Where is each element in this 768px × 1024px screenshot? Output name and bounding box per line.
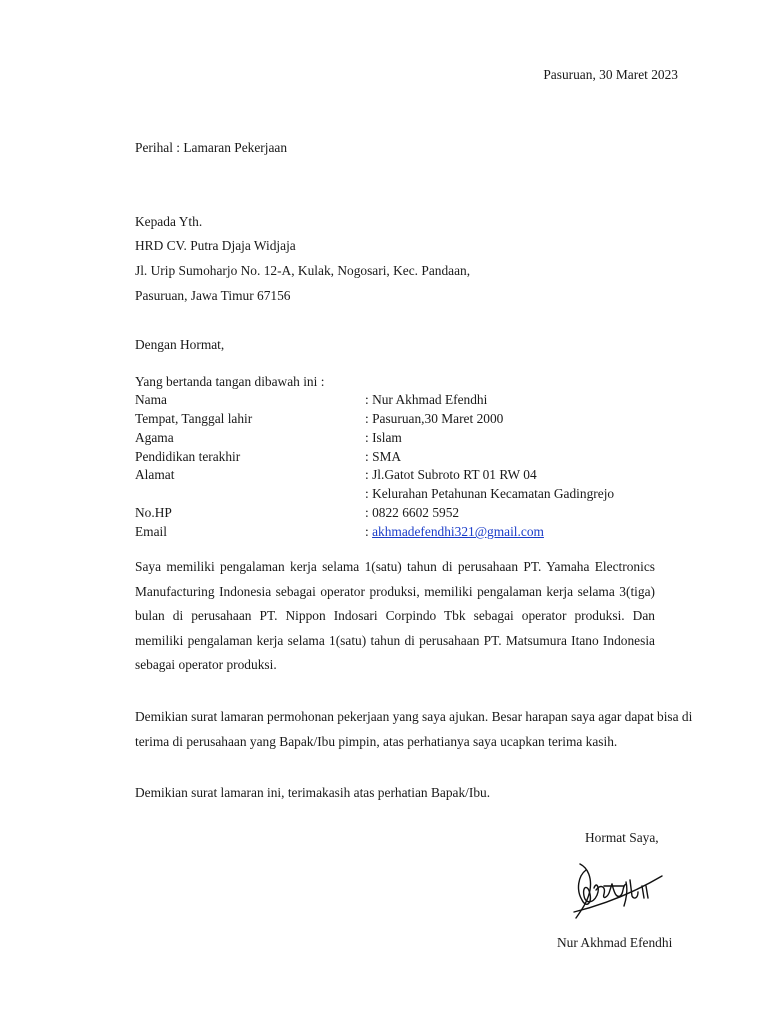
detail-label-phone: No.HP: [135, 505, 172, 520]
closing-line: Hormat Saya,: [585, 830, 659, 845]
request-paragraph: Demikian surat lamaran permohonan pekerjaan yang saya ajukan. Besar harapan saya agar dapat bisa di terima di perusahaan yang Bapak/Ibu pimpin, atas perhatianya saya ucapkan terima kasih.: [135, 709, 693, 749]
signer-name: Nur Akhmad Efendhi: [557, 935, 673, 950]
detail-label-address: Alamat: [135, 467, 175, 482]
experience-paragraph: Saya memiliki pengalaman kerja selama 1(satu) tahun di perusahaan PT. Yamaha Electronics Manufacturing Indonesia sebagai operator produksi, memiliki pengalaman kerja selama 3(tiga) bulan di perusahaan PT. Nippon Indosari Corpindo Tbk sebagai operator produksi. Dan memiliki pengalaman kerja selama 1(satu) tahun di perusahaan PT. Matsumura Itano Indonesia sebagai operator produksi.: [135, 559, 655, 673]
letter-subject: Perihal : Lamaran Pekerjaan: [135, 140, 288, 155]
detail-value-education: : SMA: [365, 449, 402, 464]
signature-image: [568, 856, 668, 926]
detail-label-education: Pendidikan terakhir: [135, 449, 241, 464]
thanks-paragraph: Demikian surat lamaran ini, terimakasih atas perhatian Bapak/Ibu.: [135, 785, 491, 800]
salutation: Dengan Hormat,: [135, 337, 225, 352]
email-prefix: :: [365, 524, 373, 539]
detail-value-name: : Nur Akhmad Efendhi: [365, 392, 488, 407]
intro-line: Yang bertanda tangan dibawah ini :: [135, 374, 325, 389]
detail-value-address-2: : Kelurahan Petahunan Kecamatan Gadingrejo: [365, 486, 615, 501]
recipient-line-4: Pasuruan, Jawa Timur 67156: [135, 288, 291, 303]
detail-value-birth: : Pasuruan,30 Maret 2000: [365, 411, 504, 426]
detail-value-religion: : Islam: [365, 430, 402, 445]
detail-label-religion: Agama: [135, 430, 174, 445]
email-link[interactable]: akhmadefendhi321@gmail.com: [372, 524, 544, 539]
letter-date: Pasuruan, 30 Maret 2023: [543, 67, 678, 82]
recipient-line-1: Kepada Yth.: [135, 214, 203, 229]
detail-label-birth: Tempat, Tanggal lahir: [135, 411, 253, 426]
recipient-line-2: HRD CV. Putra Djaja Widjaja: [135, 238, 296, 253]
detail-value-address: : Jl.Gatot Subroto RT 01 RW 04: [365, 467, 537, 482]
detail-label-name: Nama: [135, 392, 167, 407]
detail-value-email: [365, 524, 544, 540]
detail-value-phone: : 0822 6602 5952: [365, 505, 460, 520]
detail-label-email: Email: [135, 524, 167, 539]
recipient-line-3: Jl. Urip Sumoharjo No. 12-A, Kulak, Nogosari, Kec. Pandaan,: [135, 263, 471, 278]
